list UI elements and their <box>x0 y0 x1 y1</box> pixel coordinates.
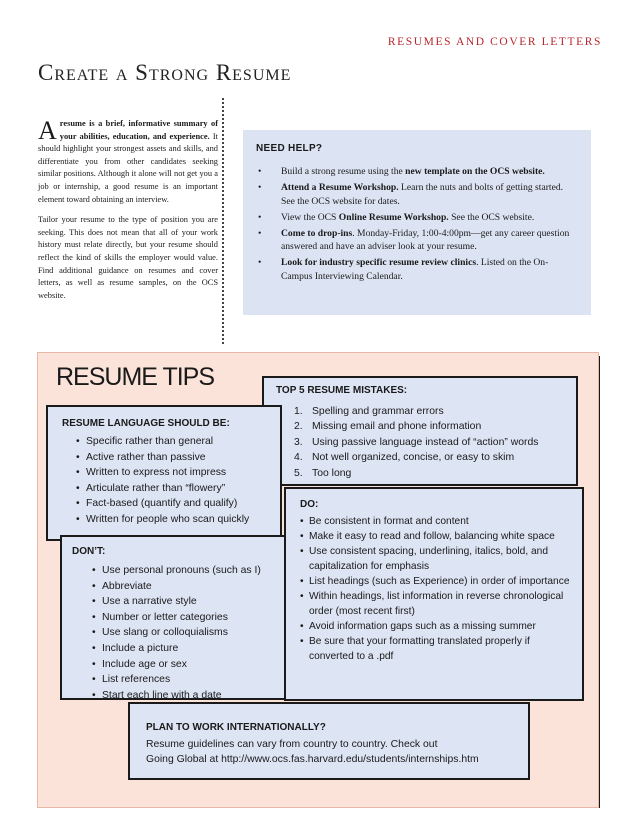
list-item: • Articulate rather than “flowery” <box>76 481 280 497</box>
international-line: Going Global at http://www.ocs.fas.harvard.edu/students/internships.htm <box>146 754 479 766</box>
list-item <box>294 435 576 450</box>
top-mistakes-box <box>262 376 578 486</box>
help-item-bold: Come to drop-ins <box>281 228 353 240</box>
intro-rest: It should highlight your strongest assets and skills, and differentiate you from other candidates seeking similar positions. Although it alone will not get you a job or internship, a good resume is an important element toward obtaining an interview. <box>38 131 218 204</box>
list-item: • Abbreviate <box>92 579 284 595</box>
help-item <box>256 181 577 207</box>
list-item: • Start each line with a date <box>92 688 284 704</box>
list-item: • Be sure that your formatting translated properly if converted to a .pdf <box>300 634 582 664</box>
list-item: • List references <box>92 672 284 688</box>
international-text <box>146 737 528 768</box>
list-item: • Written to express not impress <box>76 465 280 481</box>
list-item: • Fact-based (quantify and qualify) <box>76 496 280 512</box>
help-item-text: . Monday-Friday, 1:00-4:00pm—get any career question answered and have an adviser look at your resume. <box>281 228 570 253</box>
help-item-text: See the OCS website. <box>448 211 535 223</box>
mistakes-list <box>294 404 576 481</box>
item-number: 5. <box>294 467 303 479</box>
item-number: 4. <box>294 452 303 464</box>
intro-paragraph-1 <box>38 118 218 206</box>
intro-bold: resume is a brief, informative summary of your abilities, education, and experience. <box>59 119 218 141</box>
list-item: • Be consistent in format and content <box>300 514 582 529</box>
resume-language-list <box>76 434 280 528</box>
list-item: • Use personal pronouns (such as I) <box>92 563 284 579</box>
item-text: Using passive language instead of “action” words <box>312 436 539 448</box>
list-item: • Include age or sex <box>92 657 284 673</box>
item-text: Spelling and grammar errors <box>312 406 444 417</box>
international-line: Resume guidelines can vary from country to country. Check out <box>146 739 438 750</box>
resume-language-box <box>46 405 282 541</box>
list-item: • Make it easy to read and follow, balancing white space <box>300 529 582 544</box>
help-item-text: Learn the nuts and bolts of getting started. See the OCS website for dates. <box>281 182 564 207</box>
do-title: DO: <box>300 499 319 510</box>
list-item <box>294 419 576 434</box>
help-item-text: View the OCS <box>281 211 339 223</box>
list-item <box>294 450 576 465</box>
list-item: • List headings (such as Experience) in order of importance <box>300 574 582 589</box>
list-item: • Use slang or colloquialisms <box>92 625 284 641</box>
dotted-divider <box>222 98 224 344</box>
item-text: Missing email and phone information <box>312 421 482 433</box>
help-item <box>256 256 577 282</box>
list-item: • Written for people who scan quickly <box>76 512 280 528</box>
item-number: 1. <box>294 406 303 417</box>
dont-list <box>92 563 284 703</box>
list-item: • Within headings, list information in reverse chronological order (most recent first) <box>300 589 582 619</box>
help-item <box>256 165 577 178</box>
need-help-title: NEED HELP? <box>256 143 323 154</box>
international-title: PLAN TO WORK INTERNATIONALLY? <box>146 722 326 733</box>
intro-text <box>38 118 218 310</box>
do-list <box>300 514 582 664</box>
do-box <box>284 487 584 701</box>
list-item: • Active rather than passive <box>76 450 280 466</box>
list-item: • Use consistent spacing, underlining, italics, bold, and capitalization for emphasis <box>300 544 582 574</box>
section-label: RESUMES AND COVER LETTERS <box>387 36 602 48</box>
help-item-bold: Attend a Resume Workshop. <box>281 182 399 194</box>
item-number: 2. <box>294 421 303 433</box>
item-text: Too long <box>312 467 352 479</box>
help-item-bold: new template on the OCS website. <box>405 166 545 178</box>
list-item: • Number or letter categories <box>92 610 284 626</box>
help-item <box>256 211 577 224</box>
dont-box <box>60 535 286 700</box>
list-item: • Specific rather than general <box>76 434 280 450</box>
list-item: • Include a picture <box>92 641 284 657</box>
list-item: • Avoid information gaps such as a missing summer <box>300 619 582 634</box>
item-number: 3. <box>294 436 303 448</box>
item-text: Not well organized, concise, or easy to skim <box>312 452 515 464</box>
resume-language-title: RESUME LANGUAGE SHOULD BE: <box>62 418 230 429</box>
help-item-bold: Online Resume Workshop. <box>338 211 449 223</box>
help-item <box>256 227 577 253</box>
list-item <box>294 466 576 481</box>
top-mistakes-title: TOP 5 RESUME MISTAKES: <box>276 385 408 396</box>
help-item-text: . Listed on the On-Campus Interviewing Calendar. <box>281 257 549 282</box>
need-help-list <box>256 165 577 283</box>
help-item-bold: Look for industry specific resume review clinics <box>281 257 477 269</box>
drop-cap: A <box>38 116 57 145</box>
dont-title: DON’T: <box>72 546 106 557</box>
international-box <box>128 702 530 780</box>
resume-tips-heading: RESUME TIPS <box>56 363 215 391</box>
list-item: • Use a narrative style <box>92 594 284 610</box>
need-help-box <box>243 130 591 315</box>
intro-paragraph-2: Tailor your resume to the type of position you are seeking. This does not mean that all of your work history must relate directly, but your resume should reflect the kind of skills the employer would value. Find additional guidance on resumes and cover letters, as well as resume samples, on the OCS website. <box>38 215 218 300</box>
list-item <box>294 404 576 419</box>
page-title: Create a Strong Resume <box>38 60 292 85</box>
help-item-text: Build a strong resume using the <box>281 166 406 178</box>
